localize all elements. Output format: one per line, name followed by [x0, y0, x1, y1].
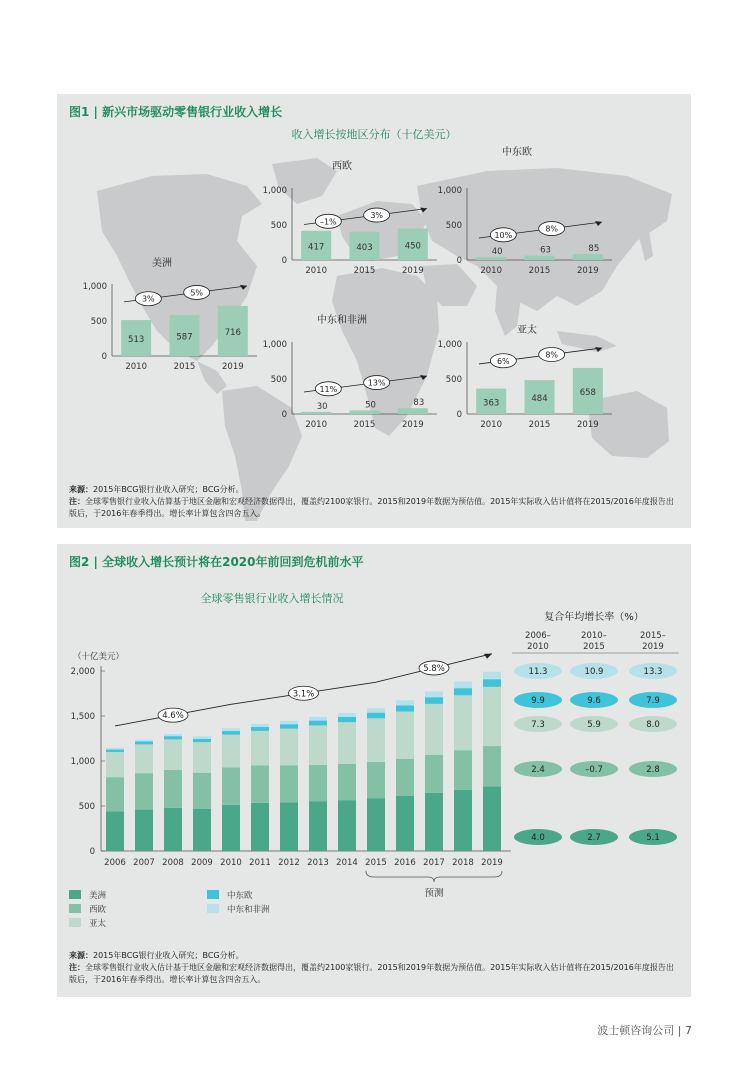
stacked-bar-segment [483, 787, 501, 851]
x-tick-label: 2013 [307, 858, 329, 868]
x-tick-label: 2009 [191, 858, 213, 868]
bar [398, 408, 428, 414]
legend-swatch [207, 890, 219, 899]
bar [350, 411, 380, 415]
y-tick-label: 1,000 [437, 340, 462, 350]
y-tick-label: 0 [281, 410, 287, 420]
x-tick-label: 2015 [528, 266, 551, 276]
x-tick-label: 2010 [220, 858, 242, 868]
stacked-bar-segment [164, 808, 182, 851]
stacked-bar-segment [483, 679, 501, 687]
stacked-bar-segment [425, 755, 443, 793]
bar-value-label: 363 [483, 398, 500, 409]
stacked-bar-segment [483, 746, 501, 787]
growth-rate-label: 11% [319, 384, 338, 394]
source-label: 来源： [69, 951, 93, 960]
forecast-label: 预测 [424, 888, 444, 899]
x-tick-label: 2018 [452, 858, 474, 868]
bar-value-label: 50 [365, 400, 376, 411]
y-axis-unit: （十亿美元） [73, 652, 125, 662]
stacked-bar-segment [106, 777, 124, 811]
stacked-bar-segment [454, 682, 472, 689]
stacked-bar-segment [425, 697, 443, 704]
x-tick-label: 2019 [577, 420, 599, 430]
x-tick-label: 2015 [353, 420, 376, 430]
x-tick-label: 2016 [394, 858, 416, 868]
x-tick-label: 2010 [480, 420, 502, 430]
stacked-bar-segment [454, 688, 472, 695]
stacked-bar-segment [425, 704, 443, 755]
cagr-value: 2.8 [646, 765, 660, 775]
figure2-notes [69, 950, 679, 986]
y-tick-label: 1,000 [437, 186, 462, 196]
arrow-head [484, 654, 492, 659]
bar-value-label: 403 [356, 242, 373, 253]
note-label: 注： [69, 963, 85, 972]
legend-label: 亚太 [89, 919, 107, 929]
bar-value-label: 83 [413, 398, 425, 409]
stacked-bar-segment [222, 735, 240, 768]
x-tick-label: 2015 [173, 362, 196, 372]
cagr-value: 8.0 [646, 720, 660, 730]
stacked-bar-segment [193, 739, 211, 742]
figure1-notes [69, 484, 679, 520]
stacked-bar-segment [222, 805, 240, 851]
region-title: 中东和非洲 [317, 315, 367, 326]
note-text: 全球零售银行业收入估算基于地区金融和宏观经济数据得出，覆盖约2100家银行。2015和2019年数据为预估值。2015年实际收入估计值将在2015/2016年度报告出版后，于2016年春季得出。增长率计算包含四舍五入。 [69, 497, 674, 518]
stacked-bar-segment [164, 734, 182, 736]
stacked-bar-segment [338, 722, 356, 764]
stacked-bar-segment [454, 695, 472, 750]
stacked-bar-segment [164, 736, 182, 739]
forecast-bracket [366, 871, 502, 882]
stacked-bar-segment [309, 721, 327, 726]
stacked-bar-segment [135, 810, 153, 851]
stacked-bar-segment [135, 773, 153, 809]
cagr-value: 9.6 [587, 696, 601, 706]
stacked-bar-segment [309, 765, 327, 801]
stacked-bar-segment [280, 802, 298, 851]
growth-rate-label: 5% [190, 288, 204, 298]
cagr-value: –0.7 [585, 765, 603, 775]
stacked-bar-segment [251, 731, 269, 766]
x-tick-label: 2007 [133, 858, 155, 868]
legend-label: 西欧 [89, 905, 107, 915]
stacked-bar-segment [280, 721, 298, 724]
figure1-subtitle: 收入增长按地区分布（十亿美元） [291, 128, 457, 141]
cagr-value: 2.4 [531, 765, 545, 775]
stacked-bar-segment [251, 727, 269, 731]
cagr-value: 13.3 [643, 667, 663, 677]
stacked-bar-segment [106, 748, 124, 750]
x-tick-label: 2008 [162, 858, 184, 868]
legend-swatch [69, 904, 81, 913]
stacked-bar-segment [338, 713, 356, 717]
x-tick-label: 2010 [480, 266, 502, 276]
y-tick-label: 0 [101, 352, 107, 362]
y-tick-label: 0 [281, 256, 287, 266]
growth-rate-label: 3.1% [292, 689, 315, 700]
x-tick-label: 2019 [577, 266, 599, 276]
y-tick-label: 0 [89, 847, 95, 857]
region-title: 西欧 [332, 161, 352, 172]
y-tick-label: 500 [270, 375, 287, 385]
x-tick-label: 2006 [104, 858, 126, 868]
x-tick-label: 2017 [423, 858, 445, 868]
stacked-bar-segment [425, 691, 443, 697]
stacked-bar-segment [251, 803, 269, 851]
y-tick-label: 500 [90, 317, 107, 327]
bar [525, 256, 555, 260]
x-tick-label: 2010 [125, 362, 147, 372]
x-tick-label: 2015 [528, 420, 551, 430]
stacked-bar-segment [164, 739, 182, 770]
stacked-bar-segment [193, 773, 211, 809]
x-tick-label: 2010 [305, 420, 327, 430]
y-tick-label: 500 [78, 802, 95, 812]
y-tick-label: 500 [445, 221, 462, 231]
bar-value-label: 716 [224, 327, 241, 338]
stacked-bar-segment [106, 752, 124, 777]
cagr-period-label: 2015– [640, 631, 666, 641]
legend-label: 中东欧 [227, 891, 253, 901]
stacked-bar-segment [367, 708, 385, 713]
stacked-bar-segment [396, 712, 414, 759]
regional-revenue-chart [57, 146, 691, 526]
stacked-bar-segment [367, 762, 385, 798]
bar [573, 254, 603, 260]
region-title: 美洲 [152, 258, 172, 269]
stacked-bar-segment [367, 798, 385, 851]
x-tick-label: 2012 [278, 858, 300, 868]
cagr-period-label: 2015 [583, 642, 605, 652]
cagr-value: 5.9 [587, 720, 601, 730]
bar [476, 257, 506, 260]
x-tick-label: 2019 [402, 266, 424, 276]
stacked-bar-segment [135, 740, 153, 742]
y-tick-label: 1,000 [82, 282, 107, 292]
stacked-bar-segment [222, 767, 240, 805]
bar-value-label: 417 [308, 242, 325, 253]
stacked-bar-segment [106, 750, 124, 752]
y-tick-label: 1,000 [70, 757, 95, 767]
stacked-bar-segment [367, 718, 385, 762]
stacked-bar-segment [222, 731, 240, 735]
stacked-bar-segment [135, 741, 153, 744]
stacked-bar-segment [309, 725, 327, 765]
bar-value-label: 587 [176, 332, 193, 343]
y-tick-label: 1,500 [70, 712, 95, 722]
legend-swatch [69, 890, 81, 899]
stacked-bar-segment [280, 729, 298, 766]
growth-rate-label: 5.8% [423, 663, 445, 674]
stacked-bar-segment [251, 766, 269, 803]
stacked-bar-segment [106, 811, 124, 851]
growth-rate-label: 10% [494, 230, 513, 240]
y-tick-label: 500 [270, 221, 287, 231]
stacked-bar-segment [396, 700, 414, 705]
cagr-period-label: 2019 [642, 642, 664, 652]
bar-value-label: 30 [316, 401, 328, 412]
y-tick-label: 1,000 [262, 340, 287, 350]
y-tick-label: 0 [456, 410, 462, 420]
growth-rate-label: 8% [545, 350, 559, 360]
source-text: 2015年BCG银行业收入研究；BCG分析。 [93, 951, 244, 960]
cagr-value: 11.3 [528, 667, 548, 677]
stacked-bar-segment [396, 759, 414, 796]
stacked-bar-segment [396, 705, 414, 711]
stacked-bar-segment [222, 728, 240, 731]
bar-value-label: 40 [491, 247, 503, 258]
note-text: 全球零售银行业收入估计基于地区金融和宏观经济数据得出，覆盖约2100家银行。2015和2019年数据为预估值。2015年实际收入估计值将在2015/2016年度报告出版后，于2016年春季得出。增长率计算包含四舍五入。 [69, 963, 674, 984]
growth-rate-label: 6% [496, 356, 510, 366]
stacked-bar-segment [454, 750, 472, 790]
region-title: 亚太 [517, 325, 537, 336]
cagr-value: 4.0 [531, 833, 545, 843]
x-tick-label: 2019 [222, 362, 244, 372]
stacked-bar-segment [425, 793, 443, 851]
figure1-title: 图1 | 新兴市场驱动零售银行业收入增长 [69, 105, 283, 119]
x-tick-label: 2010 [305, 266, 327, 276]
cagr-value: 9.9 [531, 696, 545, 706]
stacked-bar-segment [135, 744, 153, 773]
cagr-period-label: 2010 [527, 642, 549, 652]
figure2-panel [57, 544, 691, 997]
cagr-value: 7.9 [646, 696, 660, 706]
figure2-title: 图2 | 全球收入增长预计将在2020年前回到危机前水平 [69, 555, 364, 569]
x-tick-label: 2019 [481, 858, 503, 868]
stacked-bar-segment [280, 724, 298, 728]
cagr-value: 5.1 [646, 833, 660, 843]
x-tick-label: 2015 [365, 858, 387, 868]
legend-label: 中东和非洲 [227, 905, 270, 915]
y-tick-label: 1,000 [262, 186, 287, 196]
stacked-bar-segment [483, 672, 501, 679]
global-revenue-chart [57, 582, 691, 952]
x-tick-label: 2019 [402, 420, 424, 430]
bar-value-label: 63 [540, 245, 551, 256]
legend-swatch [69, 918, 81, 927]
stacked-bar-segment [338, 717, 356, 722]
y-tick-label: 0 [456, 256, 462, 266]
source-text: 2015年BCG银行业收入研究；BCG分析。 [93, 485, 244, 494]
chart-subtitle: 全球零售银行业收入增长情况 [200, 592, 344, 605]
growth-rate-label: 8% [545, 224, 559, 234]
growth-rate-label: 3% [370, 211, 384, 221]
region-title: 中东欧 [502, 147, 532, 158]
stacked-bar-segment [483, 687, 501, 746]
cagr-value: 10.9 [584, 667, 604, 677]
stacked-bar-segment [193, 736, 211, 738]
source-label: 来源： [69, 485, 93, 494]
bar-value-label: 484 [531, 394, 548, 405]
stacked-bar-segment [309, 717, 327, 721]
growth-rate-label: 4.6% [162, 711, 184, 722]
growth-rate-label: 3% [141, 294, 155, 304]
cagr-value: 7.3 [531, 720, 545, 730]
bar-value-label: 450 [404, 241, 421, 252]
stacked-bar-segment [338, 764, 356, 800]
stacked-bar-segment [280, 766, 298, 803]
stacked-bar-segment [251, 724, 269, 727]
stacked-bar-segment [164, 770, 182, 808]
y-tick-label: 2,000 [70, 667, 95, 677]
stacked-bar-segment [338, 800, 356, 851]
figure1-panel [57, 94, 691, 528]
x-tick-label: 2014 [336, 858, 358, 868]
legend-swatch [207, 904, 219, 913]
bar-value-label: 658 [579, 387, 596, 398]
stacked-bar-segment [309, 802, 327, 852]
y-tick-label: 500 [445, 375, 462, 385]
growth-rate-label: 13% [367, 378, 386, 388]
cagr-period-label: 2006– [525, 631, 551, 641]
page-footer: 波士顿咨询公司 | 7 [597, 1024, 692, 1037]
x-tick-label: 2015 [353, 266, 376, 276]
legend-label: 美洲 [89, 891, 107, 901]
stacked-bar-segment [396, 796, 414, 851]
cagr-value: 2.7 [587, 833, 601, 843]
stacked-bar-segment [193, 742, 211, 773]
cagr-title: 复合年均增长率（%） [544, 612, 644, 623]
bar-value-label: 513 [128, 335, 145, 346]
stacked-bar-segment [367, 713, 385, 719]
x-tick-label: 2011 [249, 858, 271, 868]
stacked-bar-segment [193, 809, 211, 851]
bar [301, 412, 331, 414]
bar-value-label: 85 [588, 244, 600, 255]
growth-rate-label: –1% [319, 217, 337, 227]
note-label: 注： [69, 497, 85, 506]
stacked-bar-segment [454, 790, 472, 851]
cagr-period-label: 2010– [581, 631, 607, 641]
